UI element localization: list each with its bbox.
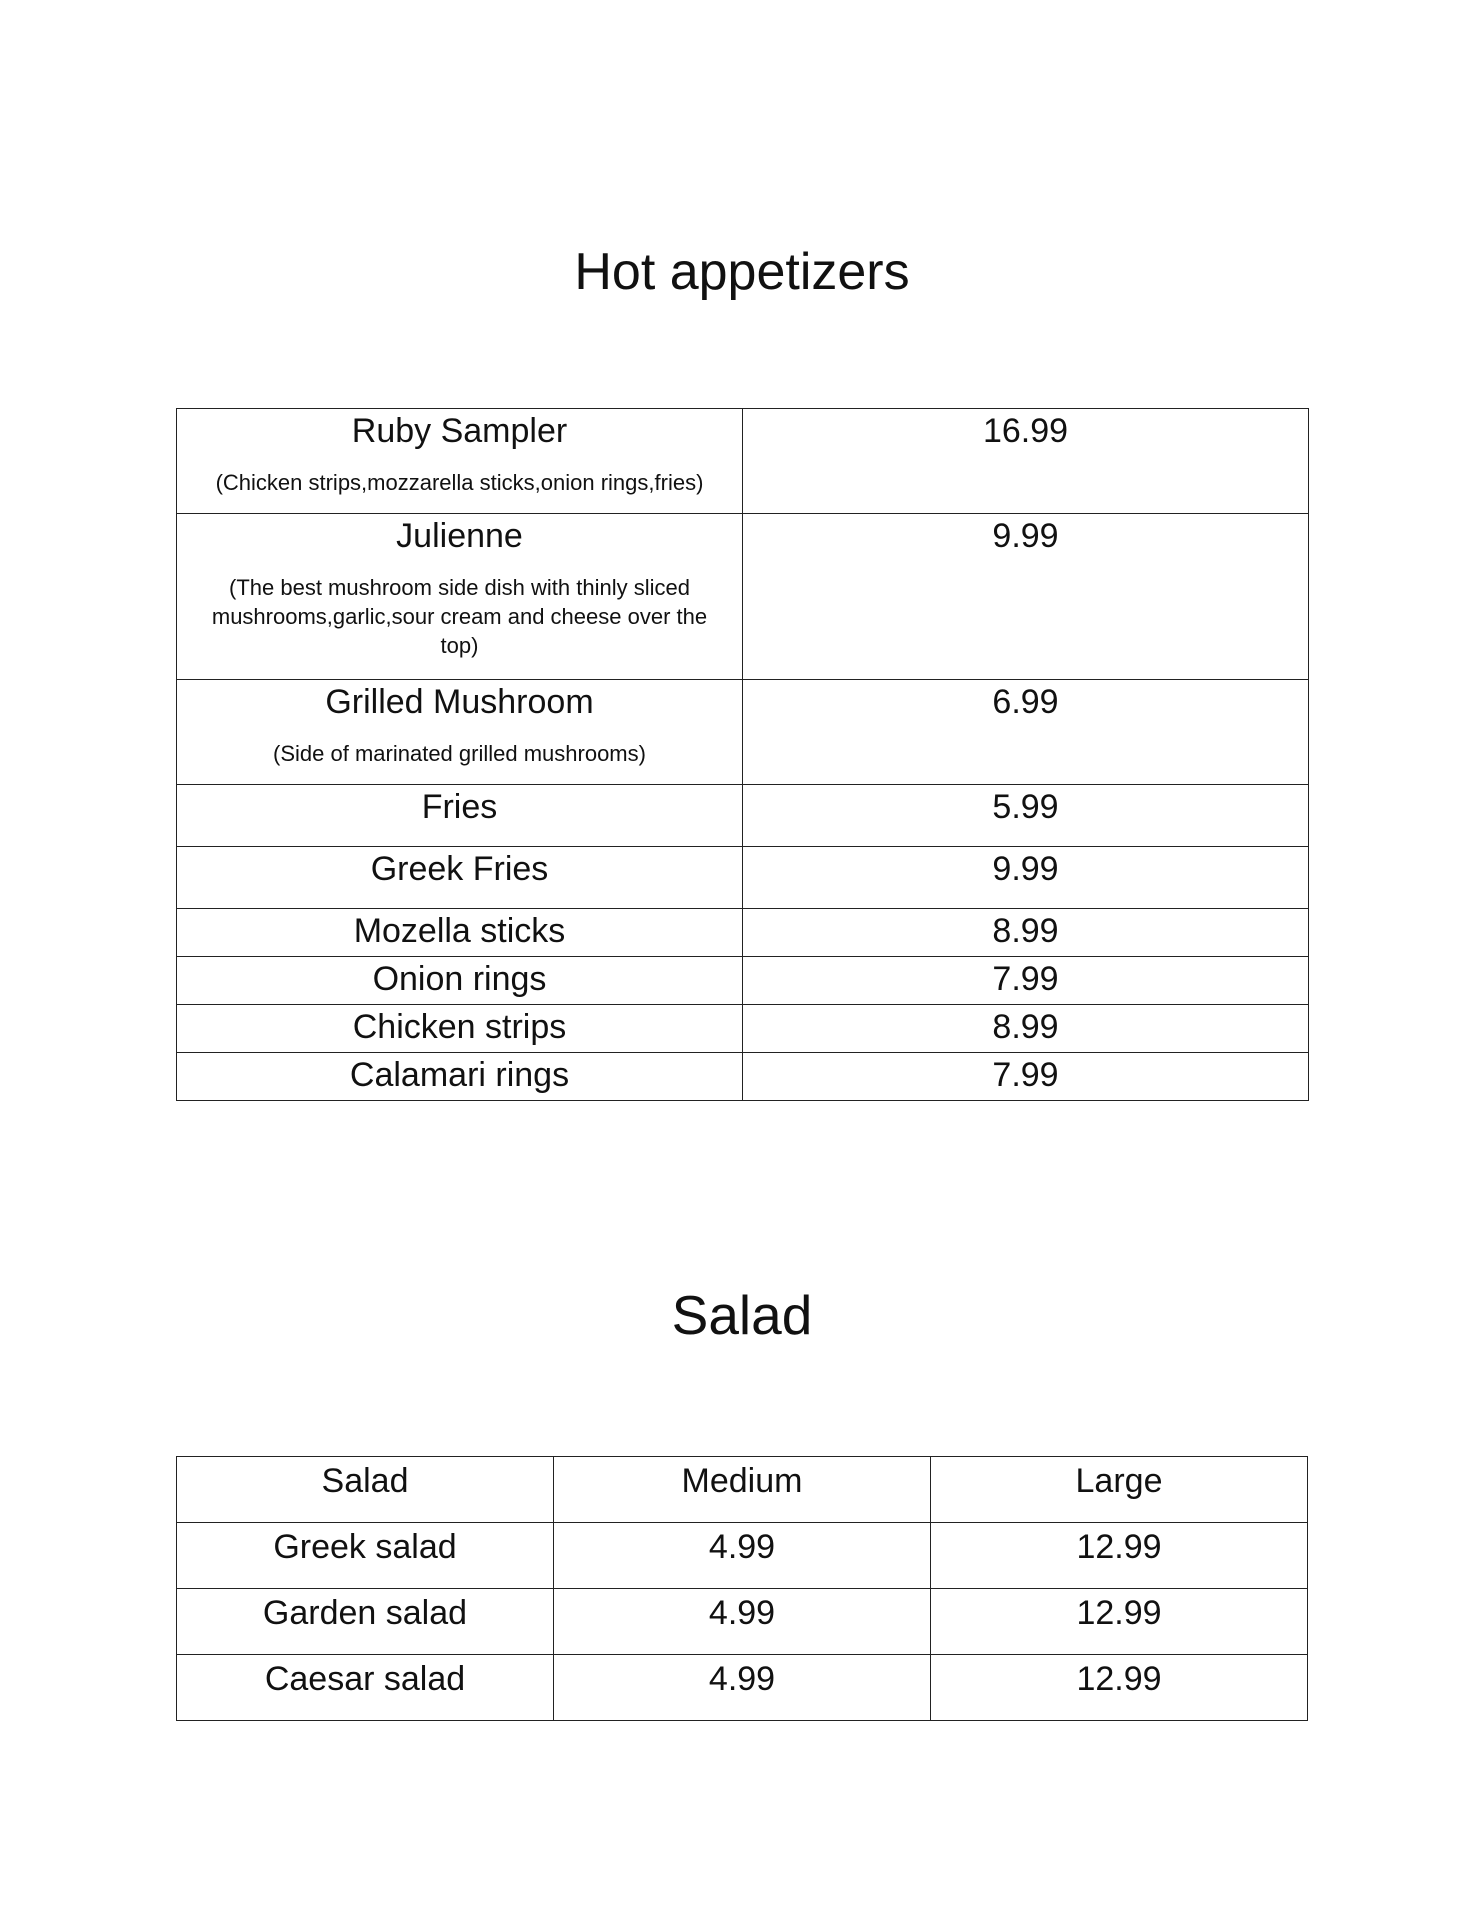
large-price: 12.99 (931, 1655, 1308, 1721)
item-cell (177, 409, 743, 514)
large-price: 12.99 (931, 1589, 1308, 1655)
salad-name: Greek salad (177, 1523, 554, 1589)
salad-name: Caesar salad (177, 1655, 554, 1721)
table-row (177, 514, 1309, 680)
large-price: 12.99 (931, 1523, 1308, 1589)
table-row (177, 785, 1309, 847)
salad-title: Salad (671, 1284, 813, 1346)
salad-name: Garden salad (177, 1589, 554, 1655)
table-row (177, 1655, 1308, 1721)
salad-table (176, 1456, 1308, 1721)
item-cell (177, 514, 743, 680)
table-row (177, 680, 1309, 785)
item-cell (177, 909, 743, 957)
item-cell (177, 957, 743, 1005)
table-header-row (177, 1457, 1308, 1523)
price-cell (743, 680, 1309, 785)
item-price: 8.99 (992, 1008, 1059, 1046)
column-header-large: Large (931, 1457, 1308, 1523)
item-name: Chicken strips (352, 1008, 567, 1046)
price-cell (743, 957, 1309, 1005)
item-price: 6.99 (992, 683, 1059, 721)
appetizers-table (176, 408, 1309, 1101)
table-row (177, 1005, 1309, 1053)
item-price: 8.99 (992, 912, 1059, 950)
medium-price: 4.99 (554, 1655, 931, 1721)
table-row (177, 909, 1309, 957)
item-description: (The best mushroom side dish with thinly sliced mushrooms,garlic,sour cream and cheese over the top) (211, 574, 708, 658)
table-row (177, 1589, 1308, 1655)
medium-price: 4.99 (554, 1589, 931, 1655)
item-name: Fries (421, 788, 498, 826)
table-row (177, 1523, 1308, 1589)
item-price: 9.99 (992, 517, 1059, 555)
item-price: 7.99 (992, 960, 1059, 998)
price-cell (743, 847, 1309, 909)
item-price: 5.99 (992, 788, 1059, 826)
appetizers-title: Hot appetizers (574, 243, 910, 301)
price-cell (743, 514, 1309, 680)
item-cell (177, 680, 743, 785)
item-cell (177, 1053, 743, 1101)
item-cell (177, 785, 743, 847)
column-header-salad: Salad (177, 1457, 554, 1523)
item-description: (Side of marinated grilled mushrooms) (273, 740, 646, 766)
item-price: 7.99 (992, 1056, 1059, 1094)
item-cell (177, 847, 743, 909)
table-row (177, 957, 1309, 1005)
item-price: 9.99 (992, 850, 1059, 888)
price-cell (743, 409, 1309, 514)
item-description: (Chicken strips,mozzarella sticks,onion rings,fries) (215, 469, 704, 495)
price-cell (743, 785, 1309, 847)
item-name: Julienne (396, 517, 523, 555)
table-row (177, 1053, 1309, 1101)
item-name: Onion rings (372, 960, 547, 998)
item-name: Mozella sticks (353, 912, 566, 950)
item-cell (177, 1005, 743, 1053)
item-name: Grilled Mushroom (325, 683, 594, 721)
price-cell (743, 909, 1309, 957)
table-row (177, 409, 1309, 514)
price-cell (743, 1005, 1309, 1053)
column-header-medium: Medium (554, 1457, 931, 1523)
item-name: Ruby Sampler (351, 412, 568, 450)
medium-price: 4.99 (554, 1523, 931, 1589)
table-row (177, 847, 1309, 909)
item-name: Calamari rings (349, 1056, 570, 1094)
price-cell (743, 1053, 1309, 1101)
item-price: 16.99 (982, 412, 1069, 450)
item-name: Greek Fries (370, 850, 549, 888)
